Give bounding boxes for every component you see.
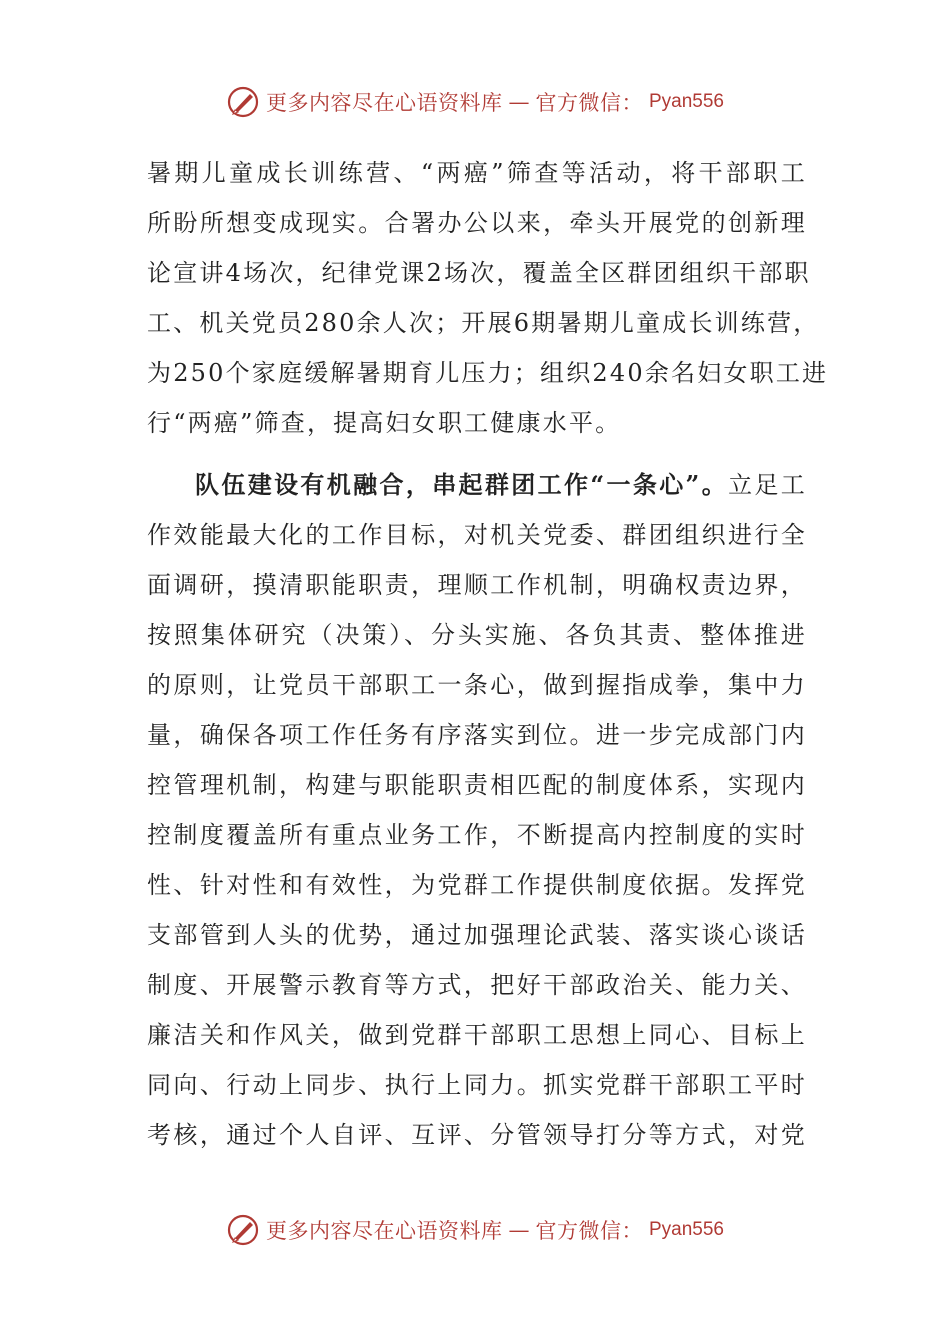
text-line: 面调研，摸清职能职责，理顺工作机制，明确权责边界， — [147, 571, 807, 599]
text-line: 控管理机制，构建与职能职责相匹配的制度体系，实现内 — [147, 771, 807, 799]
text-line: 同向、行动上同步、执行上同力。抓实党群干部职工平时 — [147, 1071, 807, 1099]
paragraph-heading: 队伍建设有机融合，串起群团工作“一条心”。 — [195, 470, 729, 499]
text-line: 暑期儿童成长训练营、“两癌”筛查等活动，将干部职工 — [147, 159, 807, 187]
footer-wechat-label: 官方微信： — [535, 1219, 643, 1243]
text-line: 按照集体研究（决策）、分头实施、各负其责、整体推进 — [147, 621, 807, 649]
paragraph-gap — [147, 448, 807, 460]
footer-banner-content — [226, 1213, 724, 1247]
header-wechat-id: Pyan556 — [648, 91, 724, 112]
footer-wechat-id: Pyan556 — [648, 1219, 724, 1240]
text-line: 所盼所想变成现实。合署办公以来，牵头开展党的创新理 — [147, 209, 807, 237]
pen-circle-logo-icon — [226, 85, 260, 119]
header-site-text: 更多内容尽在心语资料库 — [265, 91, 503, 115]
text-line: 制度、开展警示教育等方式，把好干部政治关、能力关、 — [147, 971, 807, 999]
paragraph-1 — [147, 148, 829, 448]
header-banner-content — [226, 85, 724, 119]
footer-banner — [0, 1210, 950, 1250]
header-dash: — — [508, 90, 530, 114]
text-line: 为250个家庭缓解暑期育儿压力；组织240余名妇女职工进 — [147, 359, 829, 387]
document-body — [147, 148, 829, 1160]
text-line: 支部管到人头的优势，通过加强理论武装、落实谈心谈话 — [147, 921, 807, 949]
text-line: 作效能最大化的工作目标，对机关党委、群团组织进行全 — [147, 521, 807, 549]
text-line: 性、针对性和有效性，为党群工作提供制度依据。发挥党 — [147, 871, 807, 899]
pen-circle-logo-icon — [226, 1213, 260, 1247]
text-line: 工、机关党员280余人次；开展6期暑期儿童成长训练营， — [147, 309, 820, 337]
text-line: 的原则，让党员干部职工一条心，做到握指成拳，集中力 — [147, 671, 807, 699]
text-line: 考核，通过个人自评、互评、分管领导打分等方式，对党 — [147, 1121, 807, 1149]
text-line: 量，确保各项工作任务有序落实到位。进一步完成部门内 — [147, 721, 807, 749]
text-line: 控制度覆盖所有重点业务工作，不断提高内控制度的实时 — [147, 821, 807, 849]
text-line: 行“两癌”筛查，提高妇女职工健康水平。 — [147, 409, 622, 437]
text-line: 廉洁关和作风关，做到党群干部职工思想上同心、目标上 — [147, 1021, 807, 1049]
text-fragment: 立足工 — [728, 471, 807, 499]
header-banner — [0, 82, 950, 122]
footer-dash: — — [508, 1218, 530, 1242]
paragraph-2-first-line — [147, 460, 807, 510]
paragraph-2 — [147, 460, 807, 1160]
footer-site-text: 更多内容尽在心语资料库 — [265, 1219, 503, 1243]
text-line: 论宣讲4场次，纪律党课2场次，覆盖全区群团组织干部职 — [147, 259, 811, 287]
header-wechat-label: 官方微信： — [535, 91, 643, 115]
